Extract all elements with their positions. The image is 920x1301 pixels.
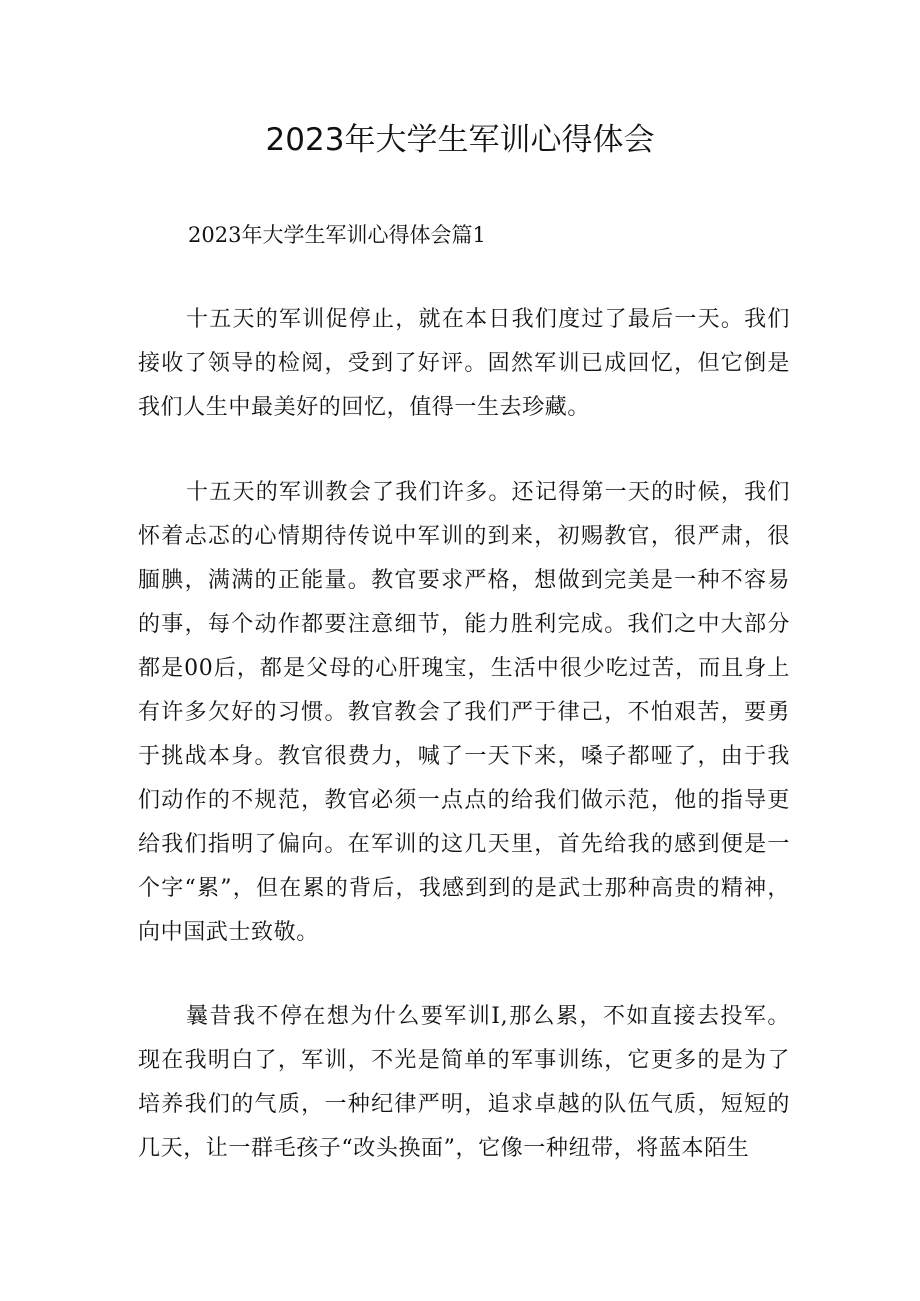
document-title: 2023年大学生军训心得体会	[265, 122, 655, 158]
paragraph-1: 十五天的军训促停止，就在本日我们度过了最后一天。我们接收了领导的检阅，受到了好评。固然军训已成回忆，但它倒是我们人生中最美好的回忆，值得一生去珍藏。	[138, 307, 790, 420]
section-heading: 2023年大学生军训心得体会篇1	[188, 223, 486, 247]
paragraph-2: 十五天的军训教会了我们许多。还记得第一天的时候，我们怀着忐忑的心情期待传说中军训的到来，初赐教官，很严肃，很腼腆，满满的正能量。教官要求严格，想做到完美是一种不容易的事，每个动作都要注意细节，能力胜利完成。我们之中大部分都是00后，都是父母的心肝瑰宝，生活中很少吃过苦，而且身上有许多欠好的习惯。教官教会了我们严于律己，不怕艰苦，要勇于挑战本身。教官很费力，喊了一天下来，嗓子都哑了，由于我们动作的不规范，教官必须一点点的给我们做示范，他的指导更给我们指明了偏向。在军训的这几天里，首先给我的感到便是一个字“累”，但在累的背后，我感到到的是武士那种高贵的精神，向中国武士致敬。	[138, 480, 790, 945]
paragraph-3: 曩昔我不停在想为什么要军训I,那么累，不如直接去投军。现在我明白了，军训，不光是简单的军事训练，它更多的是为了培养我们的气质，一种纪律严明，追求卓越的队伍气质，短短的几天，让一群毛孩子“改头换面”，它像一种纽带，将蓝本陌生	[138, 1004, 790, 1161]
